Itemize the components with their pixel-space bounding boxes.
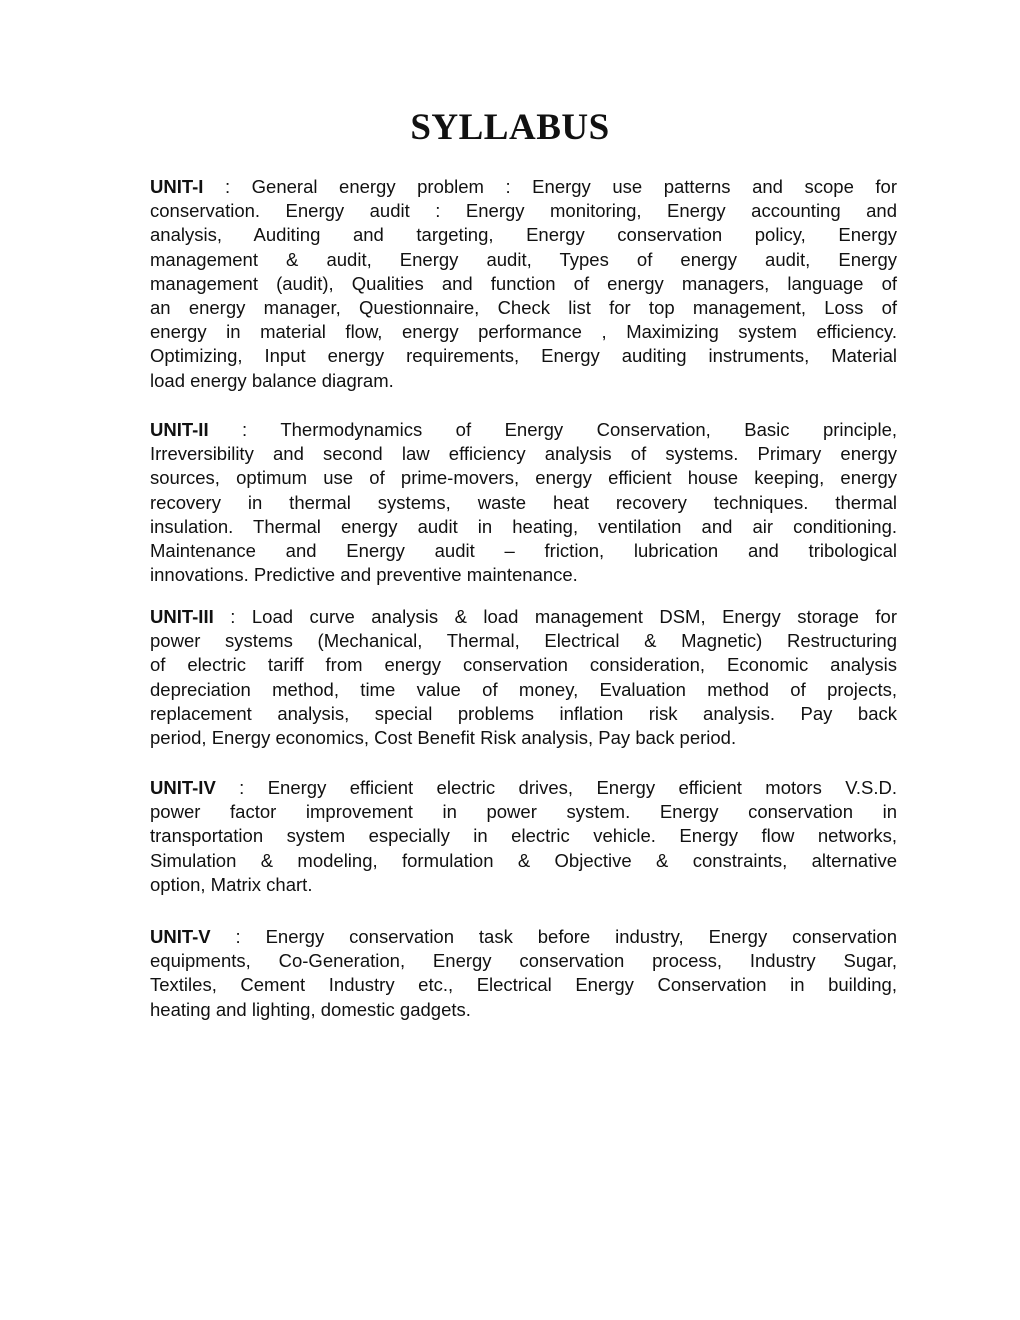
text-line: UNIT-II : Thermodynamics of Energy Conservation, Basic principle, bbox=[150, 419, 897, 440]
text-line: sources, optimum use of prime-movers, energy efficient house keeping, energy bbox=[150, 467, 897, 489]
page-title: SYLLABUS bbox=[410, 107, 610, 148]
text-line: Maintenance and Energy audit – friction, lubrication and tribological bbox=[150, 540, 897, 562]
text-line: UNIT-I : General energy problem : Energy use patterns and scope for bbox=[150, 176, 897, 197]
unit-label: UNIT-I bbox=[150, 176, 204, 197]
text-line: UNIT-IV : Energy efficient electric drives, Energy efficient motors V.S.D. bbox=[150, 777, 897, 798]
text-line: option, Matrix chart. bbox=[150, 873, 313, 895]
unit-paragraph bbox=[150, 605, 897, 750]
text-line: Irreversibility and second law efficiency analysis of systems. Primary energy bbox=[150, 443, 897, 465]
text-line: equipments, Co-Generation, Energy conservation process, Industry Sugar, bbox=[150, 950, 897, 972]
text-line: power systems (Mechanical, Thermal, Electrical & Magnetic) Restructuring bbox=[150, 630, 897, 652]
text-line: an energy manager, Questionnaire, Check list for top management, Loss of bbox=[150, 297, 897, 319]
text-line: energy in material flow, energy performance , Maximizing system efficiency. bbox=[150, 321, 897, 343]
text-line: period, Energy economics, Cost Benefit Risk analysis, Pay back period. bbox=[150, 727, 737, 749]
text-line: load energy balance diagram. bbox=[150, 369, 394, 391]
unit-paragraph bbox=[150, 418, 897, 587]
unit-label: UNIT-III bbox=[150, 606, 214, 627]
unit-label: UNIT-II bbox=[150, 419, 209, 440]
unit-paragraph bbox=[150, 925, 897, 1022]
text-line: conservation. Energy audit : Energy monitoring, Energy accounting and bbox=[150, 200, 897, 222]
text-line: power factor improvement in power system. Energy conservation in bbox=[150, 801, 897, 823]
unit-paragraph bbox=[150, 776, 897, 897]
text-line: UNIT-V : Energy conservation task before industry, Energy conservation bbox=[150, 926, 897, 947]
text-line: Simulation & modeling, formulation & Objective & constraints, alternative bbox=[150, 849, 897, 871]
text-line: depreciation method, time value of money, Evaluation method of projects, bbox=[150, 678, 897, 700]
text-line: heating and lighting, domestic gadgets. bbox=[150, 998, 471, 1020]
unit-label: UNIT-V bbox=[150, 926, 211, 947]
unit-paragraph bbox=[150, 175, 897, 393]
text-line: UNIT-III : Load curve analysis & load management DSM, Energy storage for bbox=[150, 606, 897, 627]
text-line: of electric tariff from energy conservation consideration, Economic analysis bbox=[150, 654, 897, 676]
text-line: management (audit), Qualities and function of energy managers, language of bbox=[150, 272, 897, 294]
unit-label: UNIT-IV bbox=[150, 777, 216, 798]
text-line: analysis, Auditing and targeting, Energy conservation policy, Energy bbox=[150, 224, 897, 246]
text-line: recovery in thermal systems, waste heat recovery techniques. thermal bbox=[150, 491, 897, 513]
text-line: transportation system especially in electric vehicle. Energy flow networks, bbox=[150, 825, 897, 847]
text-line: insulation. Thermal energy audit in heating, ventilation and air conditioning. bbox=[150, 515, 897, 537]
text-line: innovations. Predictive and preventive maintenance. bbox=[150, 564, 578, 586]
text-line: Optimizing, Input energy requirements, Energy auditing instruments, Material bbox=[150, 345, 897, 367]
text-line: management & audit, Energy audit, Types of energy audit, Energy bbox=[150, 248, 897, 270]
text-line: replacement analysis, special problems inflation risk analysis. Pay back bbox=[150, 702, 897, 724]
text-line: Textiles, Cement Industry etc., Electrical Energy Conservation in building, bbox=[150, 974, 897, 996]
